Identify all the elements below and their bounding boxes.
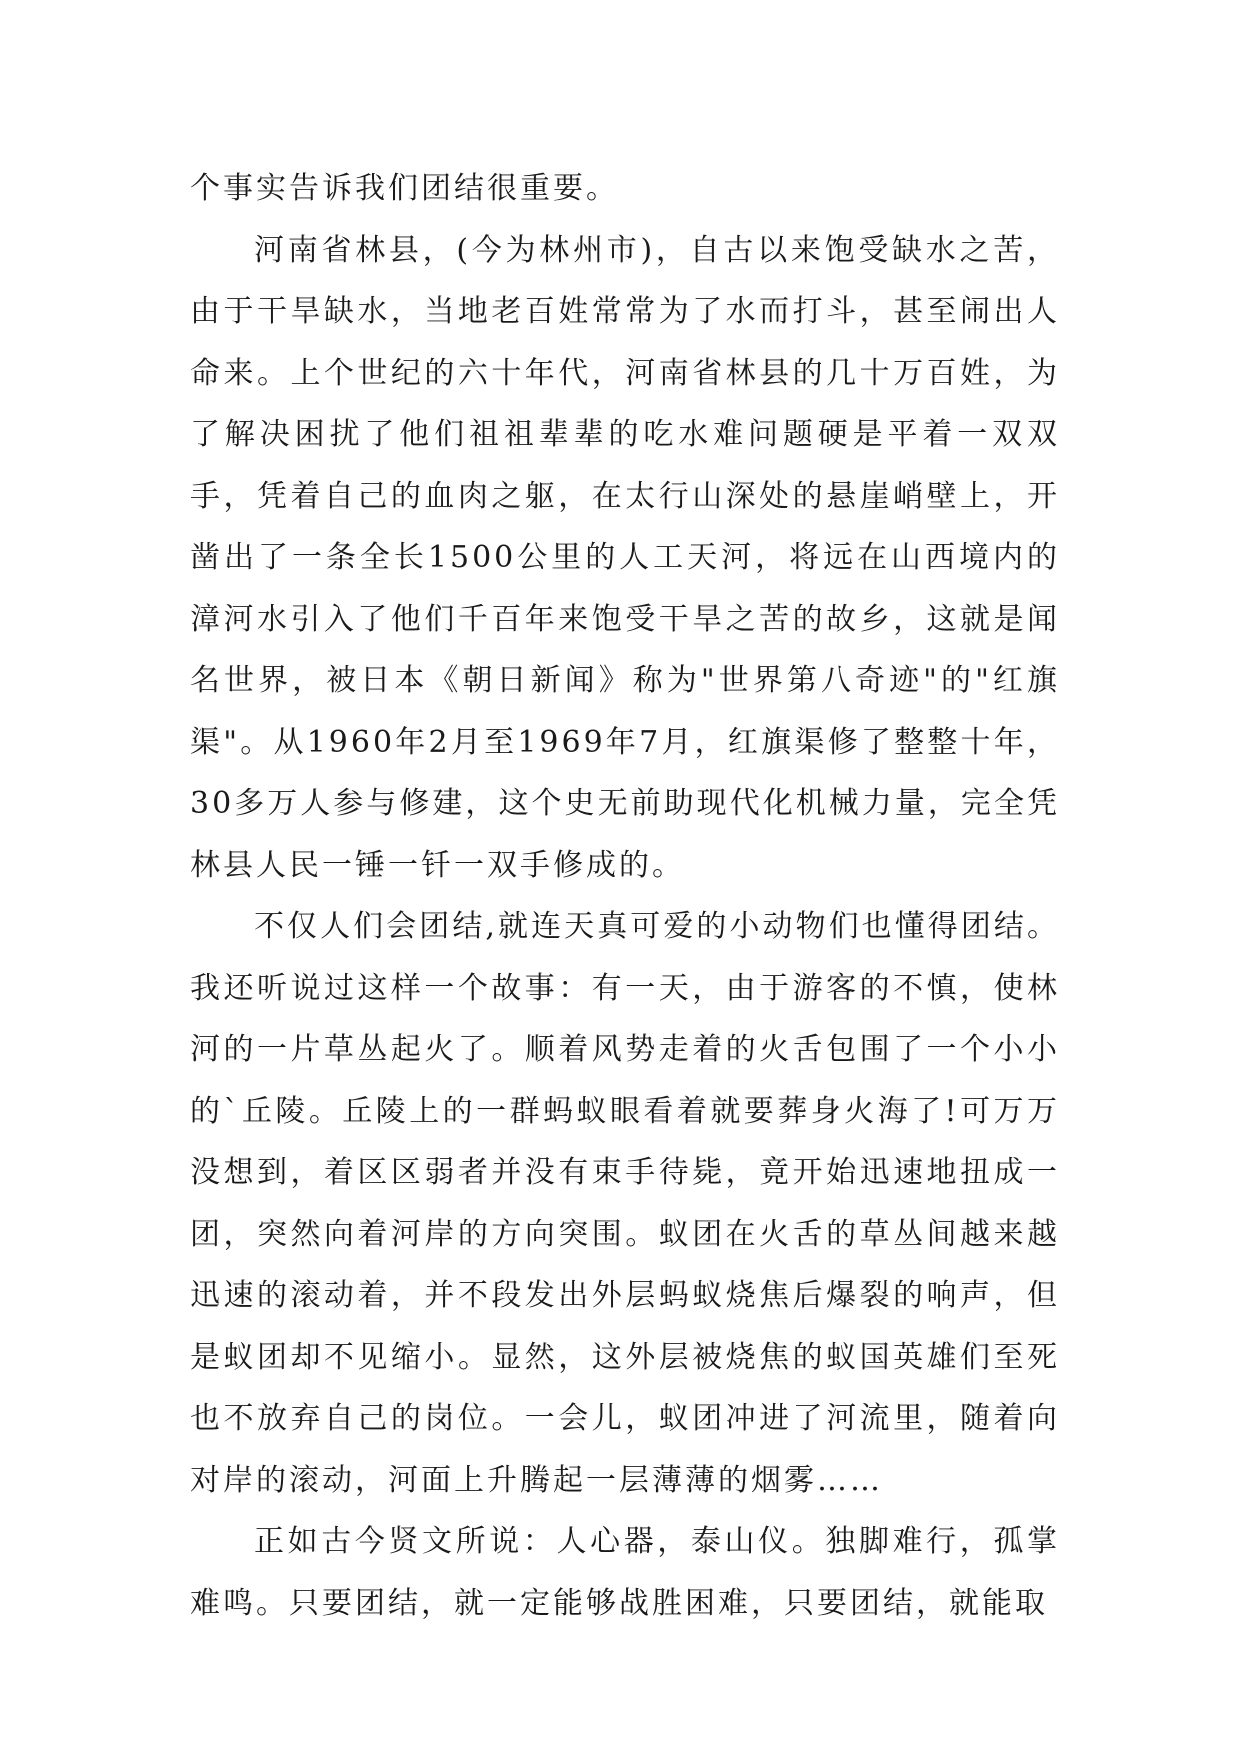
document-body	[190, 158, 1060, 1634]
paragraph-3: 不仅人们会团结,就连天真可爱的小动物们也懂得团结。我还听说过这样一个故事：有一天，由于游客的不慎，使林河的一片草丛起火了。顺着风势走着的火舌包围了一个小小的`丘陵。丘陵上的一群蚂蚁眼看着就要葬身火海了!可万万没想到，着区区弱者并没有束手待毙，竟开始迅速地扭成一团，突然向着河岸的方向突围。蚁团在火舌的草丛间越来越迅速的滚动着，并不段发出外层蚂蚁烧焦后爆裂的响声，但是蚁团却不见缩小。显然，这外层被烧焦的蚁国英雄们至死也不放弃自己的岗位。一会儿，蚁团冲进了河流里，随着向对岸的滚动，河面上升腾起一层薄薄的烟雾……	[190, 909, 1060, 1498]
paragraph-4: 正如古今贤文所说：人心器，泰山仪。独脚难行，孤掌难鸣。只要团结，就一定能够战胜困难，只要团结，就能取	[190, 1524, 1060, 1621]
paragraph-2: 河南省林县，(今为林州市)，自古以来饱受缺水之苦，由于干旱缺水，当地老百姓常常为了水而打斗，甚至闹出人命来。上个世纪的六十年代，河南省林县的几十万百姓，为了解决困扰了他们祖祖辈辈的吃水难问题硬是平着一双双手，凭着自己的血肉之躯，在太行山深处的悬崖峭壁上，开凿出了一条全长1500公里的人工天河，将远在山西境内的漳河水引入了他们千百年来饱受干旱之苦的故乡，这就是闻名世界，被日本《朝日新闻》称为"世界第八奇迹"的"红旗渠"。从1960年2月至1969年7月，红旗渠修了整整十年，30多万人参与修建，这个史无前助现代化机械力量，完全凭林县人民一锤一钎一双手修成的。	[190, 232, 1060, 883]
paragraph-1: 个事实告诉我们团结很重要。	[190, 171, 619, 206]
